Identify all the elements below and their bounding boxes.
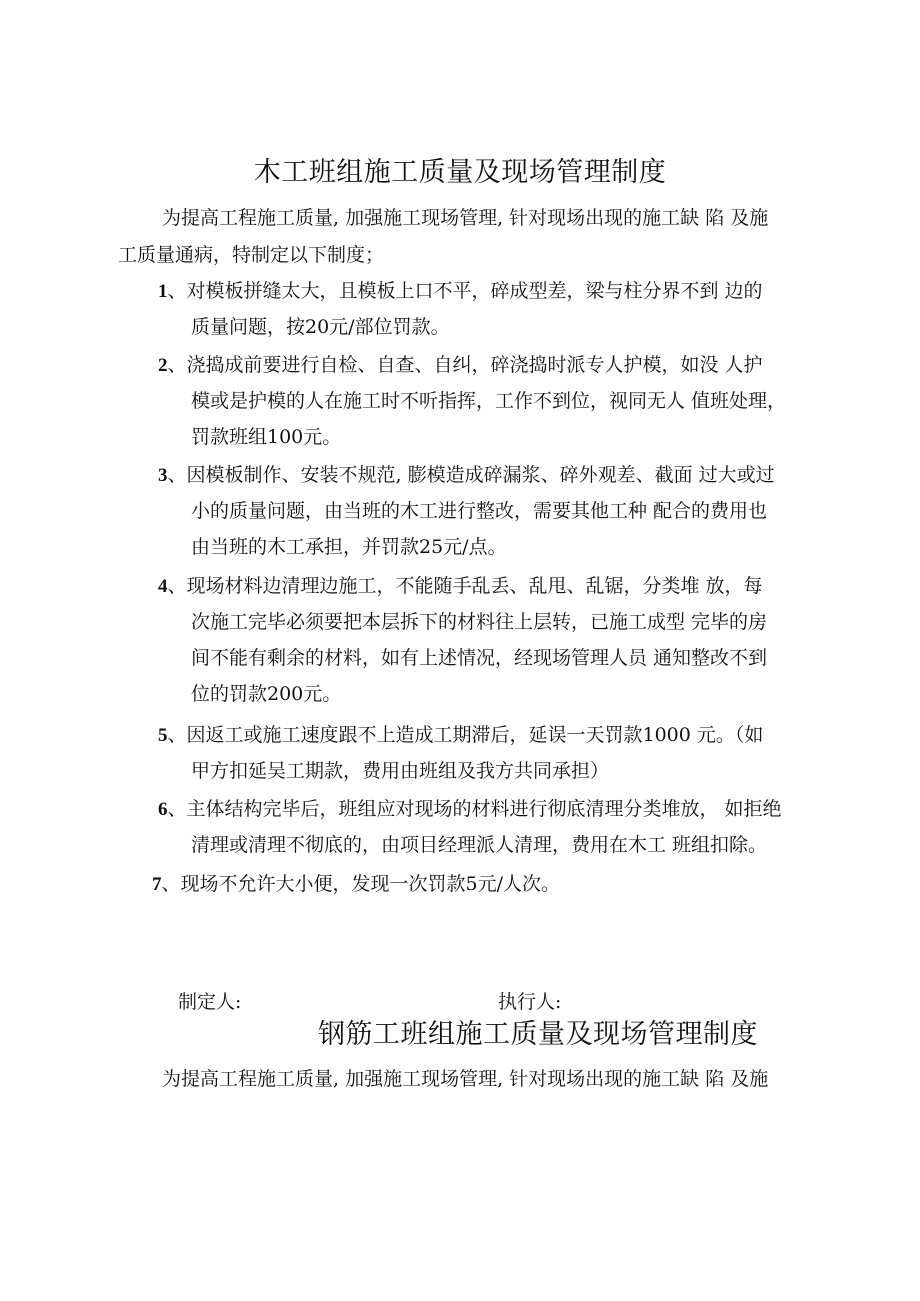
- rule-line: [158, 460, 818, 496]
- rule-line: 位的罚款200元。: [191, 683, 342, 705]
- rule-number: 7: [152, 874, 162, 895]
- rule-text: 、现场材料边清理边施工，不能随手乱丢、乱甩、乱锯，分类堆 放，每: [167, 575, 763, 597]
- rule-line: [158, 350, 818, 386]
- rule-number: 1: [158, 281, 168, 302]
- rule-number: 5: [158, 725, 168, 746]
- rule-text: 、因返工或施工速度跟不上造成工期滞后，延误一天罚款1000 元。（如: [167, 724, 764, 746]
- sign-maker-label: 制定人:: [178, 991, 242, 1013]
- rule-line: 罚款班组100元。: [191, 426, 342, 448]
- rule-line: [158, 720, 818, 756]
- doc1-intro-line-2: 工质量通病，特制定以下制度；: [118, 244, 385, 266]
- rule-line: [152, 869, 812, 905]
- rule-line: 小的质量问题，由当班的木工进行整改，需要其他工种 配合的费用也: [191, 500, 768, 522]
- rule-number: 3: [158, 465, 168, 486]
- rule-line: [158, 794, 818, 830]
- rule-number: 2: [158, 355, 168, 376]
- doc2-intro-line-1: 为提高工程施工质量, 加强施工现场管理, 针对现场出现的施工缺 陷 及施: [162, 1068, 769, 1090]
- rule-line: 清理或清理不彻底的，由项目经理派人清理，费用在木工 班组扣除。: [191, 834, 768, 856]
- rule-line: 质量问题，按20元/部位罚款。: [191, 316, 450, 338]
- rule-item-3: [158, 460, 818, 568]
- rule-number: 4: [158, 576, 168, 597]
- rule-line: 由当班的木工承担，并罚款25元/点。: [191, 536, 507, 558]
- rule-line: 间不能有剩余的材料，如有上述情况，经现场管理人员 通知整改不到: [191, 647, 768, 669]
- rule-item-4: [158, 571, 818, 715]
- rule-text: 、浇捣成前要进行自检、自查、自纠，碎浇捣时派专人护模，如没 人护: [167, 354, 763, 376]
- rule-number: 6: [158, 799, 168, 820]
- rule-line: 甲方扣延吴工期款，费用由班组及我方共同承担）: [191, 760, 610, 782]
- rule-line: 模或是护模的人在施工时不听指挥，工作不到位，视同无人 值班处理，: [191, 390, 787, 412]
- rule-item-7: [152, 869, 812, 905]
- rule-line: 次施工完毕必须要把本层拆下的材料往上层转，已施工成型 完毕的房: [191, 611, 768, 633]
- rule-text: 、现场不允许大小便，发现一次罚款5元/人次。: [161, 873, 560, 895]
- rule-line: [158, 571, 818, 607]
- rule-line: [158, 276, 818, 312]
- rule-item-2: [158, 350, 818, 458]
- rule-text: 、因模板制作、安装不规范, 膨模造成碎漏浆、碎外观差、截面 过大或过: [167, 464, 775, 486]
- sign-executor-label: 执行人:: [498, 991, 562, 1013]
- rule-item-1: [158, 276, 818, 348]
- doc1-title: 木工班组施工质量及现场管理制度: [253, 157, 667, 188]
- rule-text: 、对模板拼缝太大，且模板上口不平，碎成型差，梁与柱分界不到 边的: [167, 280, 763, 302]
- rule-item-6: [158, 794, 818, 866]
- doc2-title: 钢筋工班组施工质量及现场管理制度: [318, 1019, 758, 1050]
- doc1-intro-line-1: 为提高工程施工质量, 加强施工现场管理, 针对现场出现的施工缺 陷 及施: [162, 207, 769, 229]
- rule-text: 、主体结构完毕后，班组应对现场的材料进行彻底清理分类堆放， 如拒绝: [167, 798, 782, 820]
- rule-item-5: [158, 720, 818, 792]
